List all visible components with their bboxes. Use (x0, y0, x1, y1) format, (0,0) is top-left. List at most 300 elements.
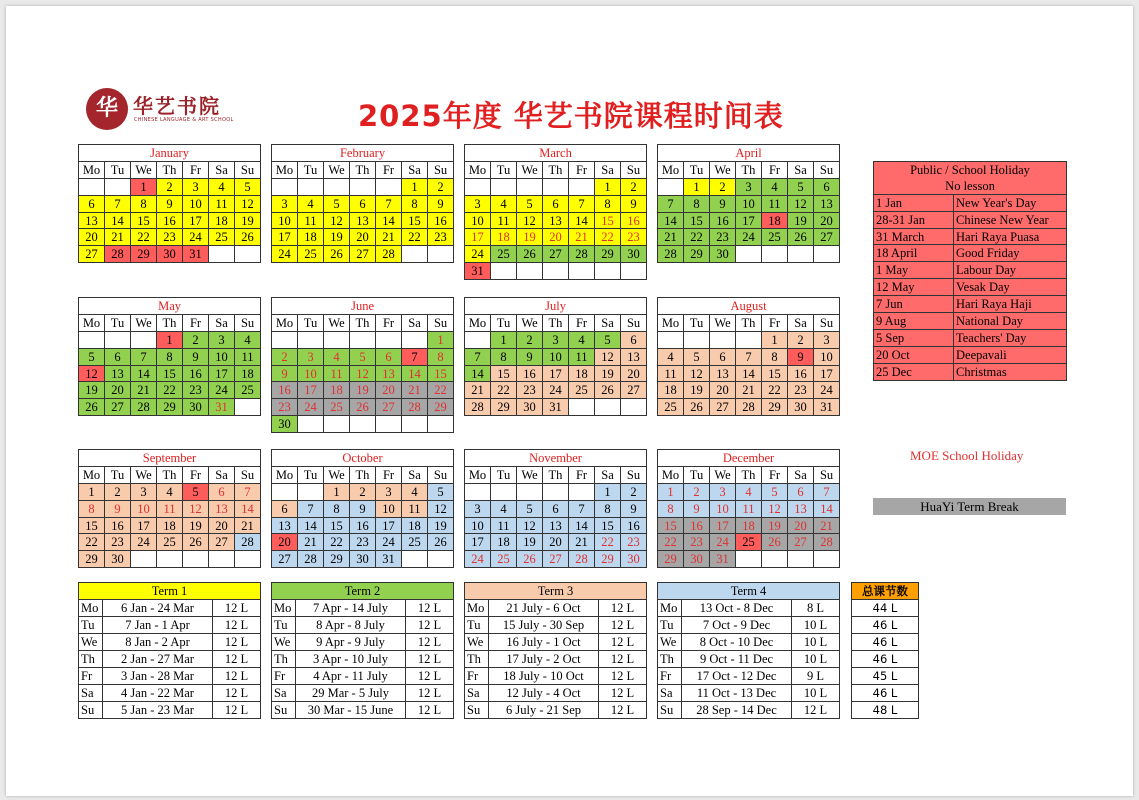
calendar-day: 14 (402, 365, 428, 382)
totals-row (852, 668, 919, 685)
calendar-day: 14 (814, 500, 840, 517)
weekday-label: Sa (402, 314, 428, 331)
calendar-day: 21 (298, 534, 324, 551)
calendar-day: 4 (658, 348, 684, 365)
calendar-week-row (272, 517, 454, 534)
term-date-range: 8 Apr - 8 July (296, 617, 406, 634)
calendar-week-row (272, 212, 454, 229)
calendar-day: 20 (272, 534, 298, 551)
term-lesson-count: 12 L (213, 702, 261, 719)
calendar-day: 27 (788, 534, 814, 551)
term-lesson-count: 12 L (406, 702, 454, 719)
calendar-day: 17 (376, 517, 402, 534)
calendar-day (621, 399, 647, 416)
term-lesson-count: 9 L (792, 668, 840, 685)
calendar-day: 17 (736, 212, 762, 229)
term-row (272, 617, 454, 634)
calendar-day: 15 (762, 365, 788, 382)
calendar-day: 15 (402, 212, 428, 229)
calendar-day: 7 (298, 500, 324, 517)
calendar-day: 17 (209, 365, 235, 382)
calendar-day (658, 178, 684, 195)
calendar-day: 19 (788, 212, 814, 229)
calendar-day: 29 (324, 551, 350, 568)
calendar-day (105, 331, 131, 348)
calendar-day (788, 551, 814, 568)
calendar-day: 23 (350, 534, 376, 551)
term-lesson-count: 12 L (213, 600, 261, 617)
calendar-day: 17 (465, 534, 491, 551)
holiday-name: Hari Raya Haji (954, 296, 1067, 313)
month-name: June (272, 298, 454, 315)
calendar-day: 13 (543, 212, 569, 229)
term-row (658, 685, 840, 702)
holiday-date: 28-31 Jan (874, 211, 954, 228)
calendar-week-row (465, 229, 647, 246)
calendar-day: 24 (376, 534, 402, 551)
month-name: May (79, 298, 261, 315)
calendar-day (736, 246, 762, 263)
calendar-day: 23 (788, 382, 814, 399)
calendar-day: 3 (376, 483, 402, 500)
calendar-day: 28 (736, 399, 762, 416)
calendar-day: 28 (658, 246, 684, 263)
calendar-day: 21 (814, 517, 840, 534)
calendar-day: 27 (272, 551, 298, 568)
weekday-label: Su (235, 161, 261, 178)
calendar-day: 11 (491, 212, 517, 229)
calendar-day (814, 551, 840, 568)
weekday-header-row (79, 161, 261, 178)
total-lessons-value: 46 L (852, 685, 919, 702)
weekday-label: We (517, 466, 543, 483)
calendar-day: 13 (272, 517, 298, 534)
calendar-day: 7 (658, 195, 684, 212)
calendar-day: 23 (105, 534, 131, 551)
calendar-day: 15 (658, 517, 684, 534)
weekday-label: Th (157, 314, 183, 331)
calendar-week-row (658, 365, 840, 382)
calendar-day: 30 (272, 416, 298, 433)
weekday-header-row (272, 161, 454, 178)
calendar-day: 27 (376, 399, 402, 416)
weekday-header-row (79, 314, 261, 331)
calendar-week-row (272, 331, 454, 348)
month-calendar-may (78, 297, 261, 416)
holiday-name: Chinese New Year (954, 211, 1067, 228)
calendar-day (235, 399, 261, 416)
term-weekday: Sa (465, 685, 489, 702)
calendar-day: 25 (235, 382, 261, 399)
calendar-day: 16 (710, 212, 736, 229)
calendar-day: 26 (517, 246, 543, 263)
calendar-day: 3 (543, 331, 569, 348)
term-row (272, 668, 454, 685)
calendar-day: 25 (298, 246, 324, 263)
calendar-day: 2 (621, 483, 647, 500)
term-weekday: Fr (465, 668, 489, 685)
holiday-date: 1 Jan (874, 194, 954, 211)
calendar-day: 24 (209, 382, 235, 399)
calendar-day (517, 263, 543, 280)
weekday-label: Mo (465, 314, 491, 331)
term-date-range: 9 Apr - 9 July (296, 634, 406, 651)
calendar-week-row (272, 365, 454, 382)
calendar-day: 18 (209, 212, 235, 229)
weekday-label: We (324, 466, 350, 483)
totals-row (852, 685, 919, 702)
calendar-day: 28 (298, 551, 324, 568)
holiday-row (874, 296, 1067, 313)
calendar-day: 28 (814, 534, 840, 551)
calendar-day: 27 (710, 399, 736, 416)
calendar-day (183, 551, 209, 568)
calendar-day: 16 (350, 517, 376, 534)
holiday-row (874, 329, 1067, 346)
calendar-week-row (79, 195, 261, 212)
weekday-label: Su (814, 161, 840, 178)
calendar-week-row (79, 331, 261, 348)
holiday-row (874, 211, 1067, 228)
calendar-day: 22 (595, 229, 621, 246)
calendar-day: 8 (684, 195, 710, 212)
calendar-day: 17 (131, 517, 157, 534)
weekday-label: Su (428, 161, 454, 178)
calendar-day (543, 483, 569, 500)
calendar-day: 2 (157, 178, 183, 195)
calendar-day: 13 (79, 212, 105, 229)
calendar-day: 29 (762, 399, 788, 416)
calendar-day: 20 (350, 229, 376, 246)
calendar-day: 19 (428, 517, 454, 534)
calendar-day: 15 (79, 517, 105, 534)
calendar-week-row (272, 348, 454, 365)
term-row (272, 702, 454, 719)
calendar-day: 29 (595, 551, 621, 568)
calendar-week-row (658, 517, 840, 534)
term-date-range: 17 July - 2 Oct (489, 651, 599, 668)
calendar-day: 24 (543, 382, 569, 399)
holiday-name: New Year's Day (954, 194, 1067, 211)
calendar-day: 13 (350, 212, 376, 229)
calendar-day: 13 (814, 195, 840, 212)
calendar-day: 2 (183, 331, 209, 348)
calendar-day: 16 (517, 365, 543, 382)
calendar-day: 11 (157, 500, 183, 517)
calendar-day: 26 (684, 399, 710, 416)
calendar-day: 30 (157, 246, 183, 263)
weekday-label: Su (428, 314, 454, 331)
holiday-name: National Day (954, 313, 1067, 330)
weekday-label: We (131, 466, 157, 483)
calendar-week-row (465, 331, 647, 348)
term-weekday: Su (658, 702, 682, 719)
calendar-day: 11 (324, 365, 350, 382)
weekday-header-row (465, 161, 647, 178)
term-weekday: Su (79, 702, 103, 719)
calendar-day: 9 (105, 500, 131, 517)
calendar-day (235, 246, 261, 263)
calendar-day: 11 (658, 365, 684, 382)
calendar-day: 11 (235, 348, 261, 365)
calendar-day: 6 (543, 195, 569, 212)
calendar-day: 1 (762, 331, 788, 348)
term-weekday: We (79, 634, 103, 651)
holiday-row (874, 313, 1067, 330)
month-calendar-june (271, 297, 454, 433)
weekday-label: Th (736, 466, 762, 483)
calendar-day: 28 (376, 246, 402, 263)
weekday-label: We (710, 466, 736, 483)
weekday-label: Mo (272, 314, 298, 331)
calendar-week-row (272, 382, 454, 399)
calendar-week-row (272, 195, 454, 212)
calendar-week-row (272, 416, 454, 433)
calendar-day: 1 (79, 483, 105, 500)
holiday-row (874, 228, 1067, 245)
calendar-day: 18 (762, 212, 788, 229)
calendar-day: 15 (595, 212, 621, 229)
calendar-day (402, 246, 428, 263)
calendar-day: 28 (235, 534, 261, 551)
weekday-label: Mo (79, 314, 105, 331)
weekday-label: Mo (658, 466, 684, 483)
calendar-day: 8 (428, 348, 454, 365)
totals-header: 总课节数 (852, 583, 919, 600)
calendar-day (762, 246, 788, 263)
term-weekday: Mo (272, 600, 296, 617)
holiday-date: 31 March (874, 228, 954, 245)
weekday-header-row (658, 161, 840, 178)
calendar-day: 25 (491, 246, 517, 263)
weekday-label: We (324, 161, 350, 178)
calendar-day (595, 399, 621, 416)
calendar-day: 16 (183, 365, 209, 382)
term-lesson-count: 12 L (406, 651, 454, 668)
calendar-day: 19 (350, 382, 376, 399)
calendar-week-row (658, 500, 840, 517)
calendar-day: 16 (788, 365, 814, 382)
term-date-range: 29 Mar - 5 July (296, 685, 406, 702)
calendar-day (517, 178, 543, 195)
calendar-day: 16 (428, 212, 454, 229)
term-row (658, 617, 840, 634)
calendar-day: 3 (183, 178, 209, 195)
term-row (79, 651, 261, 668)
calendar-day: 4 (491, 500, 517, 517)
calendar-day: 22 (131, 229, 157, 246)
weekday-label: Fr (183, 466, 209, 483)
total-lessons-table (851, 582, 919, 719)
holiday-date: 20 Oct (874, 346, 954, 363)
weekday-label: Sa (595, 466, 621, 483)
calendar-week-row (465, 500, 647, 517)
term-header: Term 1 (79, 583, 261, 600)
calendar-day: 12 (684, 365, 710, 382)
weekday-header-row (658, 314, 840, 331)
calendar-week-row (79, 229, 261, 246)
term-lesson-count: 12 L (406, 600, 454, 617)
calendar-day: 5 (517, 500, 543, 517)
term-lesson-count: 12 L (599, 685, 647, 702)
calendar-day: 23 (517, 382, 543, 399)
weekday-label: Sa (788, 314, 814, 331)
calendar-day: 4 (736, 483, 762, 500)
holiday-table-header: Public / School Holiday (874, 162, 1067, 178)
calendar-day: 26 (183, 534, 209, 551)
term-lesson-count: 8 L (792, 600, 840, 617)
weekday-label: Tu (684, 466, 710, 483)
calendar-week-row (658, 246, 840, 263)
calendar-day: 19 (183, 517, 209, 534)
calendar-day: 29 (684, 246, 710, 263)
calendar-day: 26 (595, 382, 621, 399)
calendar-day: 1 (157, 331, 183, 348)
calendar-day: 23 (183, 382, 209, 399)
holiday-name: Good Friday (954, 245, 1067, 262)
weekday-label: Su (621, 161, 647, 178)
calendar-day: 14 (569, 212, 595, 229)
calendar-day: 5 (428, 483, 454, 500)
calendar-day: 10 (736, 195, 762, 212)
totals-row (852, 634, 919, 651)
weekday-label: Th (350, 466, 376, 483)
calendar-day (517, 483, 543, 500)
calendar-week-row (465, 246, 647, 263)
calendar-day: 7 (402, 348, 428, 365)
weekday-label: Sa (402, 161, 428, 178)
calendar-week-row (79, 500, 261, 517)
term-date-range: 5 Jan - 23 Mar (103, 702, 213, 719)
holiday-row (874, 279, 1067, 296)
calendar-day: 10 (465, 517, 491, 534)
calendar-day: 9 (157, 195, 183, 212)
term-row (658, 702, 840, 719)
calendar-day: 1 (658, 483, 684, 500)
weekday-label: Fr (569, 161, 595, 178)
calendar-week-row (79, 382, 261, 399)
calendar-day: 18 (298, 229, 324, 246)
calendar-day: 22 (402, 229, 428, 246)
calendar-day: 9 (788, 348, 814, 365)
calendar-day: 11 (209, 195, 235, 212)
weekday-label: Su (814, 314, 840, 331)
calendar-day: 8 (595, 195, 621, 212)
calendar-day: 20 (209, 517, 235, 534)
calendar-day: 25 (402, 534, 428, 551)
calendar-day (376, 331, 402, 348)
term-row (79, 617, 261, 634)
calendar-day (491, 483, 517, 500)
calendar-day (543, 263, 569, 280)
calendar-day: 12 (762, 500, 788, 517)
calendar-day: 4 (298, 195, 324, 212)
month-calendar-march (464, 144, 647, 280)
calendar-day (272, 178, 298, 195)
month-calendar-august (657, 297, 840, 416)
calendar-day (376, 416, 402, 433)
calendar-day: 23 (684, 534, 710, 551)
calendar-day: 20 (814, 212, 840, 229)
weekday-header-row (272, 314, 454, 331)
term-date-range: 12 July - 4 Oct (489, 685, 599, 702)
total-lessons-value: 46 L (852, 634, 919, 651)
weekday-label: Mo (272, 161, 298, 178)
public-holiday-table (873, 161, 1067, 381)
calendar-day: 24 (814, 382, 840, 399)
term-weekday: Su (465, 702, 489, 719)
calendar-day: 8 (157, 348, 183, 365)
calendar-day: 5 (595, 331, 621, 348)
calendar-day: 2 (710, 178, 736, 195)
calendar-day: 7 (235, 483, 261, 500)
term-weekday: Th (465, 651, 489, 668)
weekday-label: Th (543, 161, 569, 178)
page-title: 2025年度 华艺书院课程时间表 (358, 99, 784, 133)
calendar-day: 13 (209, 500, 235, 517)
calendar-day: 8 (762, 348, 788, 365)
month-name: March (465, 145, 647, 162)
calendar-day (595, 263, 621, 280)
holiday-row (874, 262, 1067, 279)
weekday-label: Sa (595, 161, 621, 178)
calendar-day: 18 (324, 382, 350, 399)
calendar-day: 30 (183, 399, 209, 416)
weekday-label: Tu (298, 161, 324, 178)
weekday-label: Tu (684, 314, 710, 331)
term-lesson-count: 12 L (213, 685, 261, 702)
calendar-day: 9 (428, 195, 454, 212)
calendar-day: 10 (465, 212, 491, 229)
weekday-label: Su (621, 314, 647, 331)
calendar-day: 26 (324, 246, 350, 263)
weekday-header-row (79, 466, 261, 483)
term-row (465, 702, 647, 719)
calendar-day: 8 (131, 195, 157, 212)
calendar-day: 26 (79, 399, 105, 416)
calendar-day: 2 (621, 178, 647, 195)
calendar-day: 10 (183, 195, 209, 212)
calendar-day: 1 (324, 483, 350, 500)
calendar-day: 3 (298, 348, 324, 365)
calendar-day: 12 (788, 195, 814, 212)
calendar-day: 30 (710, 246, 736, 263)
calendar-day: 30 (684, 551, 710, 568)
calendar-day (465, 483, 491, 500)
calendar-day: 21 (569, 534, 595, 551)
holiday-table-header: No lesson (874, 178, 1067, 194)
term-row (465, 668, 647, 685)
calendar-day: 3 (272, 195, 298, 212)
weekday-label: Su (235, 314, 261, 331)
weekday-label: Th (350, 161, 376, 178)
calendar-day: 14 (569, 517, 595, 534)
weekday-label: Mo (658, 314, 684, 331)
term-lesson-count: 12 L (792, 702, 840, 719)
calendar-day: 6 (543, 500, 569, 517)
weekday-label: Sa (209, 314, 235, 331)
calendar-week-row (79, 517, 261, 534)
calendar-day: 5 (517, 195, 543, 212)
calendar-day: 4 (762, 178, 788, 195)
calendar-week-row (465, 534, 647, 551)
term-lesson-count: 12 L (599, 702, 647, 719)
term-row (79, 702, 261, 719)
term-weekday: We (658, 634, 682, 651)
calendar-day: 27 (105, 399, 131, 416)
calendar-day (658, 331, 684, 348)
calendar-day: 9 (272, 365, 298, 382)
